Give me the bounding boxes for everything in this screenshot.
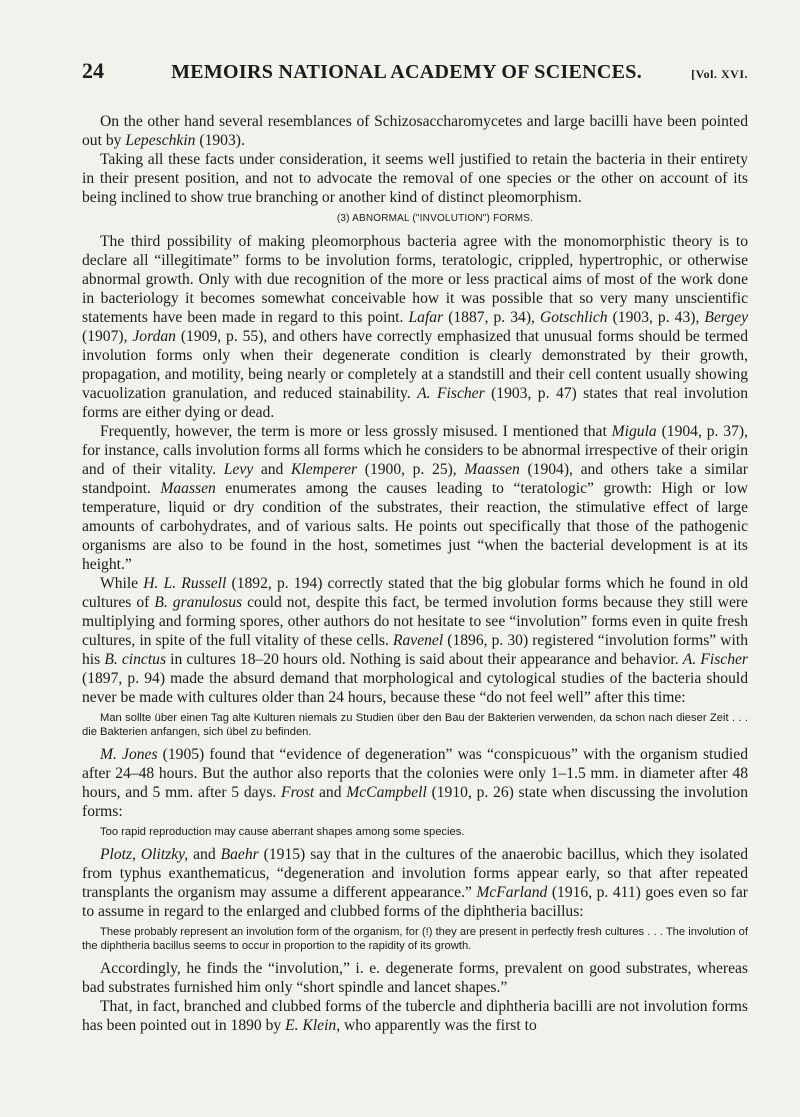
journal-title: MEMOIRS NATIONAL ACADEMY OF SCIENCES.	[171, 61, 643, 83]
paragraph	[82, 959, 748, 997]
text-run: While	[100, 575, 144, 592]
italic-run: Plotz, Olitzky,	[100, 846, 189, 863]
text-run: (1907),	[82, 328, 133, 345]
volume-label: [Vol. XVI.	[691, 67, 748, 81]
text-run: (1904, p. 37), for instance, calls involution forms all forms which he considers to be abnormal irrespective of their origin and of their vitality.	[82, 423, 748, 478]
text-run: (1903).	[195, 132, 245, 149]
italic-run: Levy	[223, 461, 254, 478]
text-run: and	[253, 461, 291, 478]
section-heading: (3) ABNORMAL ("INVOLUTION") FORMS.	[336, 213, 534, 224]
italic-run: B. cinctus	[104, 651, 167, 668]
italic-run: Maassen	[464, 461, 520, 478]
text-run: (1910, p. 26) state when discussing the involution forms:	[82, 784, 748, 820]
paragraph	[82, 745, 748, 821]
article-body	[82, 112, 748, 1035]
italic-run: McCampbell	[346, 784, 427, 801]
text-run: (1915) say that in the cultures of the anaerobic bacillus, which they isolated from typhus exanthematicus, “degeneration and involution forms appear early, so that after repeated transplants the organism may assume a different appearance.”	[82, 846, 749, 901]
text-run: That, in fact, branched and clubbed forms of the tubercle and diphtheria bacilli are not involution forms has been pointed out in 1890 by	[82, 998, 748, 1034]
text-run: could not, despite this fact, be termed involution forms because they still were multiplying and forming spores, other authors do not hesitate to see “involution” forms even in quite fresh cultures, in spite of the full vitality of these cells.	[82, 594, 748, 649]
text-run: and	[188, 846, 221, 863]
italic-run: Klemperer	[290, 461, 358, 478]
text-run: (1887, p. 34),	[443, 309, 540, 326]
text-run: (1897, p. 94) made the absurd demand that morphological and cytological studies of the bacteria should never be made with cultures older than 24 hours, because these “do not feel well” after this time:	[82, 670, 748, 706]
text-run: (1900, p. 25),	[357, 461, 465, 478]
italic-run: B. granulosus	[154, 594, 243, 611]
text-run: (1904), and others take a similar standpoint.	[82, 461, 748, 497]
block-quote: Man sollte über einen Tag alte Kulturen niemals zu Studien über den Bau der Bakterien verwenden, da schon nach dieser Zeit . . . die Bakterien anfangen, sich übel zu befinden.	[82, 712, 748, 738]
italic-run: A. Fischer	[682, 651, 748, 668]
block-quote: These probably represent an involution form of the organism, for (!) they are present in perfectly fresh cultures . . . The involution of the diphtheria bacillus seems to occur in proportion to the rapidity of its growth.	[82, 926, 748, 952]
text-run: in cultures 18–20 hours old. Nothing is said about their appearance and behavior.	[166, 651, 683, 668]
italic-run: E. Klein	[285, 1017, 337, 1034]
paragraph	[82, 112, 748, 150]
text-run: (1896, p. 30) registered “involution forms” with his	[82, 632, 748, 668]
italic-run: M. Jones	[100, 746, 158, 763]
italic-run: Lepeschkin	[125, 132, 196, 149]
text-run: (1916, p. 411) goes even so far to assume in regard to the enlarged and clubbed forms of the diphtheria bacillus:	[82, 884, 748, 920]
italic-run: Baehr	[220, 846, 259, 863]
text-run: Taking all these facts under consideration, it seems well justified to retain the bacteria in their entirety in their present position, and not to advocate the removal of one species or the other on account of its being inclined to show true branching or another kind of distinct pleomorphism.	[82, 151, 748, 206]
paragraph	[82, 232, 748, 422]
text-run: (1892, p. 194) correctly stated that the big globular forms which he found in old cultures of	[82, 575, 748, 611]
italic-run: Frost	[281, 784, 315, 801]
page-number: 24	[82, 58, 104, 83]
text-run: (1903, p. 43),	[607, 309, 705, 326]
text-run: (1903, p. 47) states that real involution forms are either dying or dead.	[82, 385, 748, 421]
text-run: enumerates among the causes leading to “teratologic” growth: High or low temperature, liquid or dry condition of the substrates, their reaction, the stimulative effect of large amounts of carbohydrates, and of various salts. He points out specifically that those of the pathogenic organisms are also to be found in the host, sometimes just “when the bacterial development is at its height.”	[82, 480, 748, 573]
text-run: (1909, p. 55), and others have correctly emphasized that unusual forms should be termed involution forms only when their degenerate condition is clearly demonstrated by their growth, propagation, and motility, being nearly or completely at a standstill and their cell content usually showing vacuolization granulation, and reduced stainability.	[82, 328, 748, 402]
italic-run: Bergey	[704, 309, 748, 326]
italic-run: Gotschlich	[540, 309, 608, 326]
italic-run: Migula	[611, 423, 657, 440]
paragraph	[82, 997, 748, 1035]
text-run: and	[314, 784, 347, 801]
page	[82, 58, 748, 1035]
italic-run: Lafar	[408, 309, 444, 326]
text-run: Accordingly, he finds the “involution,” i. e. degenerate forms, prevalent on good substrates, whereas bad substrates furnished him only “short spindle and lancet shapes.”	[82, 960, 748, 996]
italic-run: Maassen	[160, 480, 216, 497]
italic-run: Jordan	[132, 328, 176, 345]
text-run: , who apparently was the first to	[336, 1017, 537, 1034]
italic-run: A. Fischer	[417, 385, 485, 402]
text-run: (1905) found that “evidence of degeneration” was “conspicuous” with the organism studied after 24–48 hours. But the author also reports that the colonies were only 1–1.5 mm. in diameter after 48 hours, and 5 mm. after 5 days.	[82, 746, 748, 801]
italic-run: H. L. Russell	[143, 575, 227, 592]
running-head	[82, 58, 748, 92]
text-run: Frequently, however, the term is more or less grossly misused. I mentioned that	[100, 423, 612, 440]
block-quote: Too rapid reproduction may cause aberrant shapes among some species.	[100, 826, 465, 838]
italic-run: McFarland	[476, 884, 548, 901]
text-run: On the other hand several resemblances of Schizosaccharomycetes and large bacilli have been pointed out by	[82, 113, 748, 149]
text-run: The third possibility of making pleomorphous bacteria agree with the monomorphistic theory is to declare all “illegitimate” forms to be involution forms, teratologic, crippled, hypertrophic, or otherwise abnormal growth. Only with due recognition of the more or less practical aims of most of the work done in bacteriology it becomes somewhat conceivable how it was possible that so very many unscientific statements have been made in regard to this point.	[82, 233, 748, 326]
paragraph	[82, 150, 748, 207]
paragraph	[82, 422, 748, 574]
paragraph	[82, 574, 748, 707]
italic-run: Ravenel	[392, 632, 444, 649]
paragraph	[82, 845, 748, 921]
